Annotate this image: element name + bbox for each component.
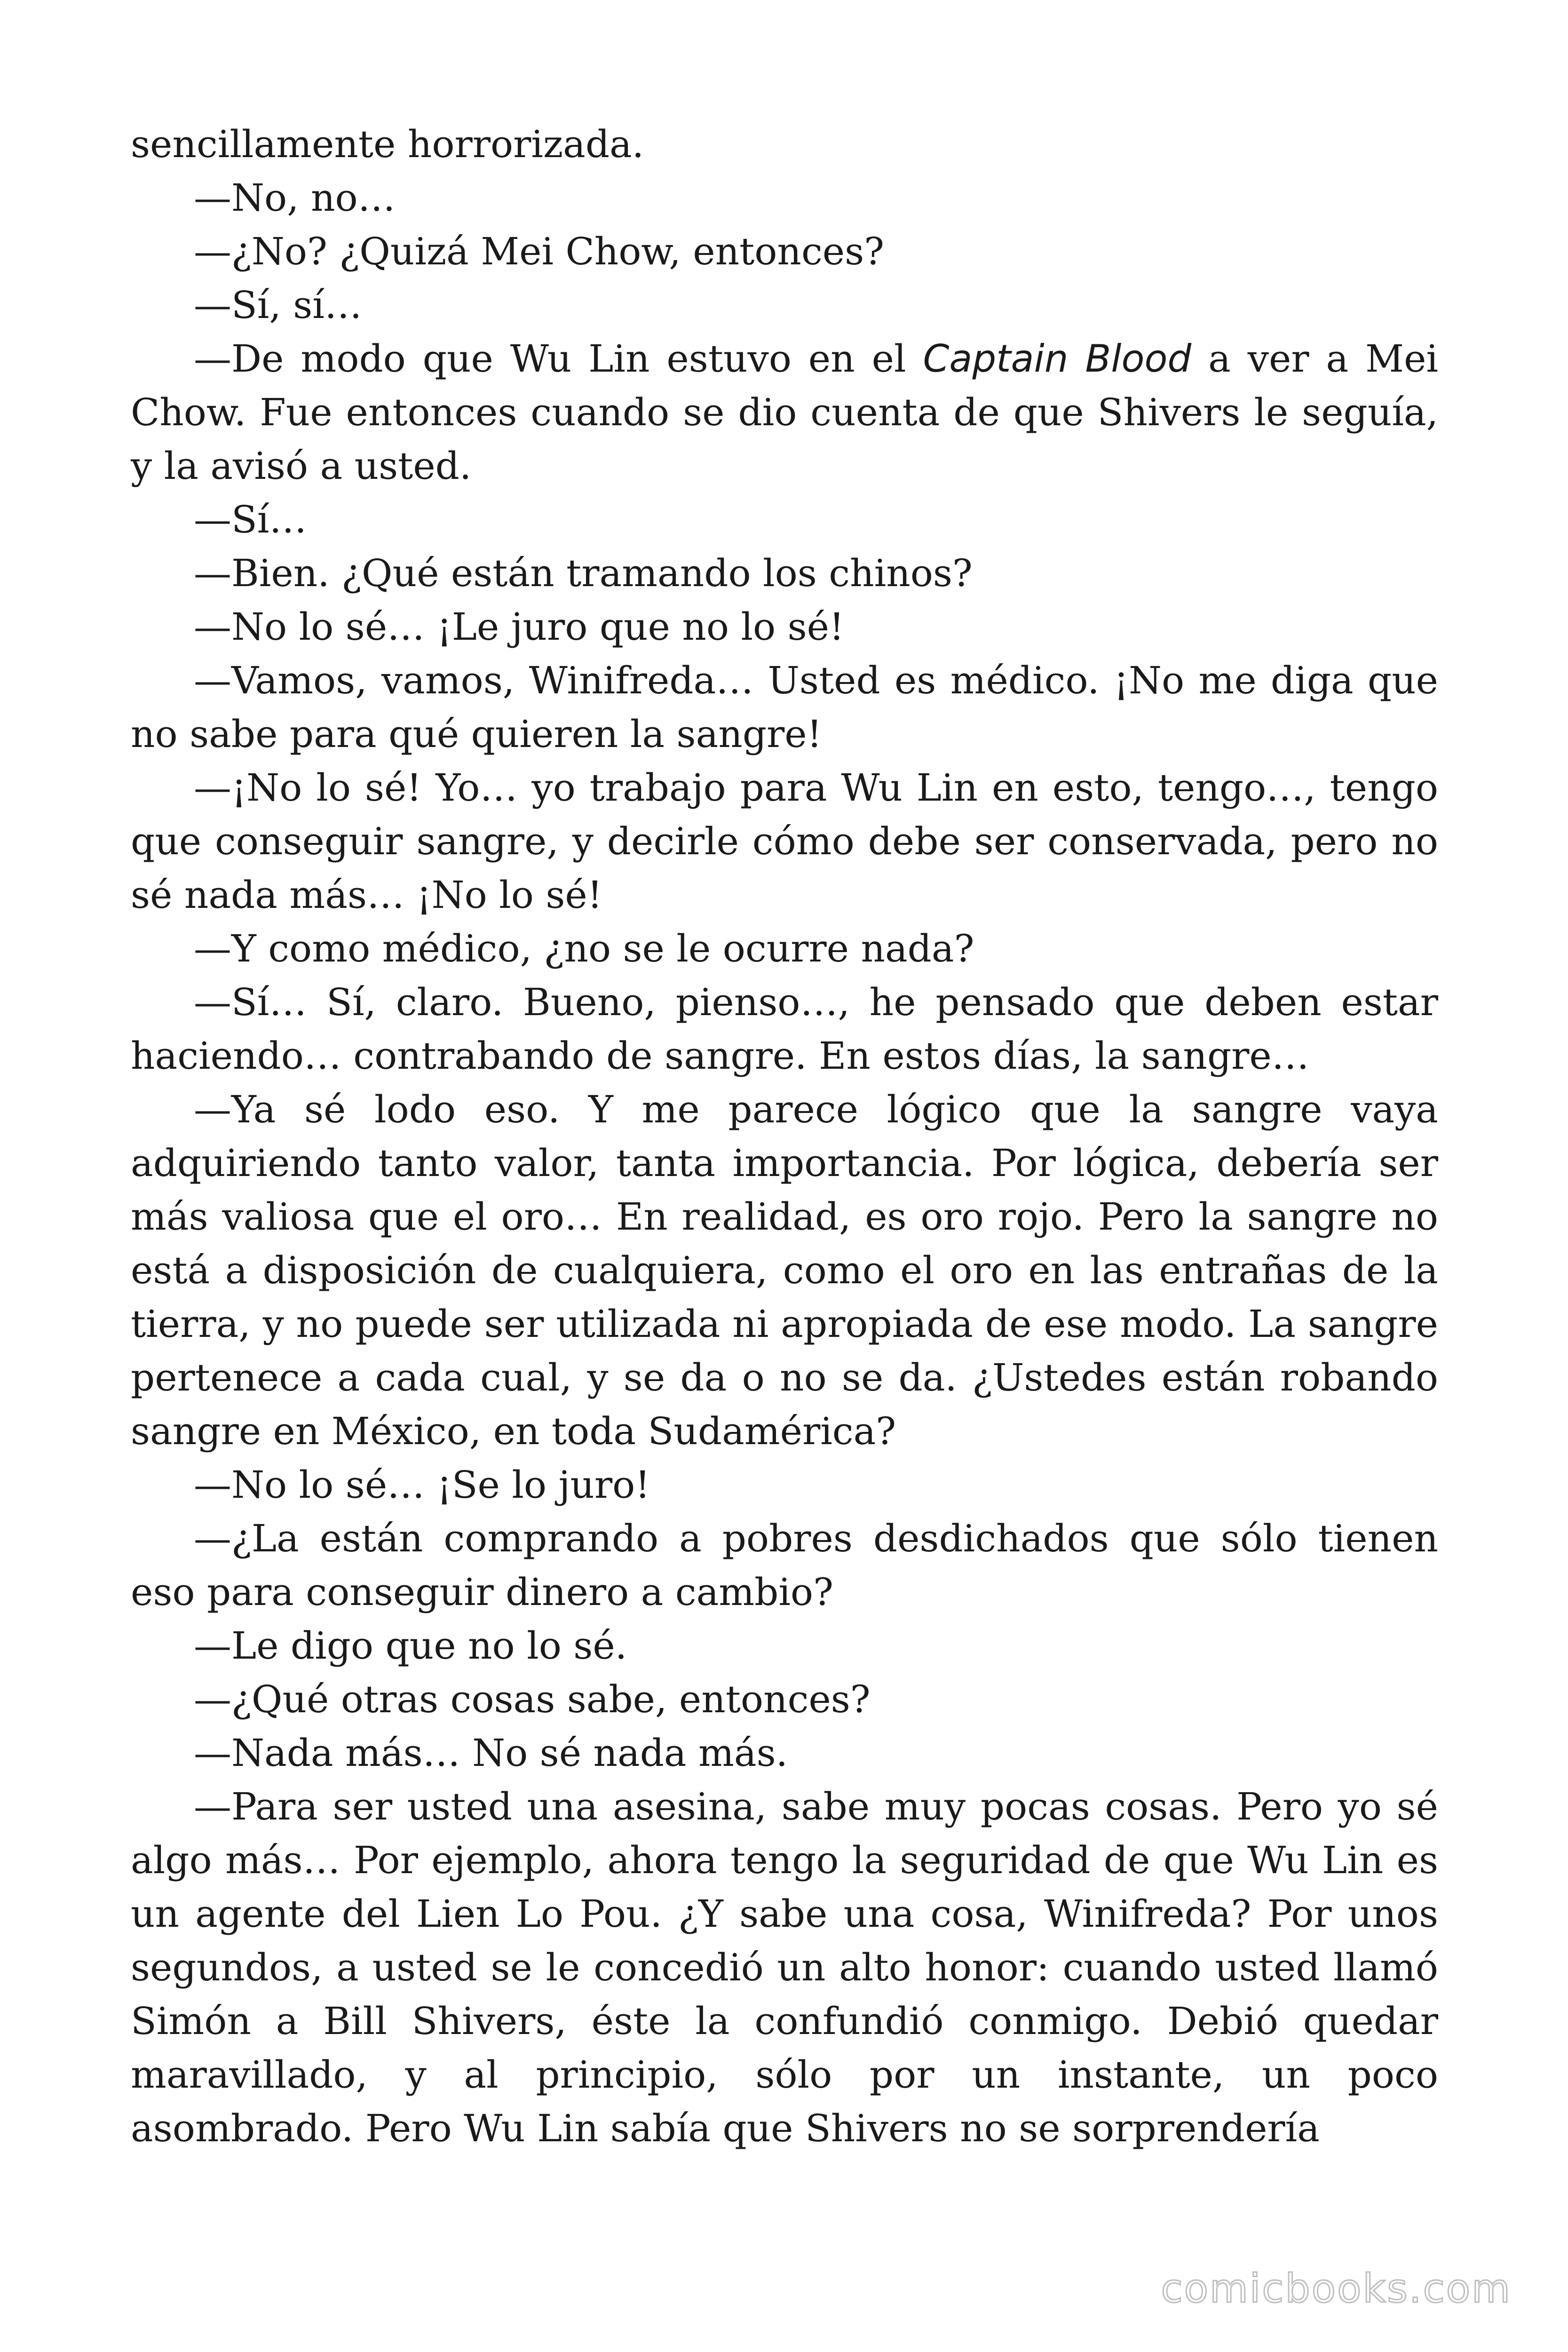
paragraph-19: —Para ser usted una asesina, sabe muy pocas cosas. Pero yo sé algo más… Por ejemplo, ahora tengo la seguridad de que Wu Lin es un agente del Lien Lo Pou. ¿Y sabe una cosa, Winifreda? Por unos segundos, a usted se le concedió un alto honor: cuando usted llamó Simón a Bill Shivers, éste la confundió conmigo. Debió quedar maravillado, y al principio, sólo por un instante, un poco asombrado. Pero Wu Lin sabía que Shivers no se sorprendería [131, 1785, 1438, 2150]
paragraph-3: —¿No? ¿Quizá Mei Chow, entonces? [194, 230, 885, 273]
paragraph-17: —¿Qué otras cosas sabe, entonces? [194, 1677, 871, 1721]
paragraph-5-before: —De modo que Wu Lin estuvo en el [194, 337, 923, 381]
paragraph-1: sencillamente horrorizada. [131, 122, 644, 166]
paragraph-14: —No lo sé… ¡Se lo juro! [194, 1463, 650, 1507]
paragraph-7: —Bien. ¿Qué están tramando los chinos? [194, 551, 973, 595]
paragraph-18: —Nada más… No sé nada más. [194, 1731, 788, 1775]
paragraph-6: —Sí… [194, 498, 307, 541]
paragraph-8: —No lo sé… ¡Le juro que no lo sé! [194, 605, 845, 649]
paragraph-5-after: a ver a Mei Chow. Fue entonces cuando se dio cuenta de que Shivers le seguía, y la avisó a usted. [131, 337, 1438, 488]
paragraph-13: —Ya sé lodo eso. Y me parece lógico que la sangre vaya adquiriendo tanto valor, tanta importancia. Por lógica, debería ser más valiosa que el oro… En realidad, es oro rojo. Pero la sangre no está a disposición de cualquiera, como el oro en las entrañas de la tierra, y no puede ser utilizada ni apropiada de ese modo. La sangre pertenece a cada cual, y se da o no se da. ¿Ustedes están robando sangre en México, en toda Sudamérica? [131, 1088, 1438, 1453]
paragraph-12: —Sí… Sí, claro. Bueno, pienso…, he pensado que deben estar haciendo… contrabando de sangre. En estos días, la sangre… [131, 980, 1438, 1078]
paragraph-2: —No, no… [194, 176, 396, 220]
paragraph-5 [131, 332, 1438, 493]
paragraph-15: —¿La están comprando a pobres desdichados que sólo tienen eso para conseguir dinero a cambio? [131, 1517, 1438, 1614]
body-text [131, 118, 1438, 2155]
book-title-italic: Captain Blood [923, 337, 1192, 381]
paragraph-10: —¡No lo sé! Yo… yo trabajo para Wu Lin en esto, tengo…, tengo que conseguir sangre, y decirle cómo debe ser conservada, pero no sé nada más… ¡No lo sé! [131, 766, 1438, 917]
watermark-text: comicbooks.com [1161, 2265, 1512, 2312]
paragraph-16: —Le digo que no lo sé. [194, 1624, 627, 1668]
paragraph-11: —Y como médico, ¿no se le ocurre nada? [194, 927, 974, 970]
paragraph-4: —Sí, sí… [194, 283, 362, 327]
paragraph-9: —Vamos, vamos, Winifreda… Usted es médico. ¡No me diga que no sabe para qué quieren la sangre! [131, 659, 1438, 756]
